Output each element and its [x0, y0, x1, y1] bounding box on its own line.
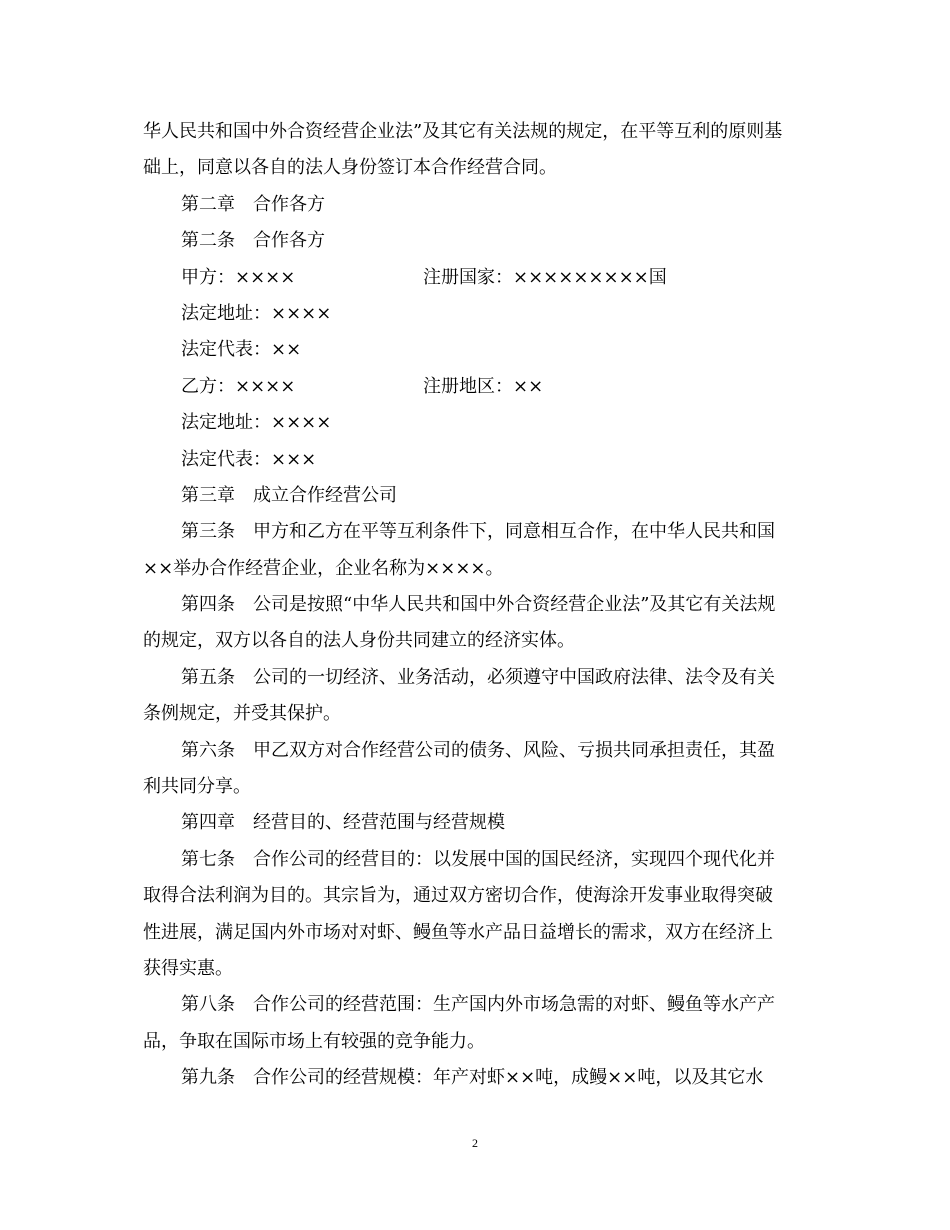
article-number: 第七条: [181, 848, 235, 870]
chapter-number: 第三章: [181, 484, 235, 506]
party-a-representative: 法定代表：××: [181, 339, 302, 361]
article-line: [143, 514, 808, 550]
party-a-line: [143, 260, 808, 296]
article-line: [143, 842, 808, 878]
chapter-number: 第二章: [181, 193, 235, 215]
body-line: 利共同分享。: [143, 776, 251, 798]
party-b-address: 法定地址：××××: [181, 412, 332, 434]
body-line: 品，争取在国际市场上有较强的竞争能力。: [143, 1030, 485, 1052]
article-text: 合作各方: [253, 230, 325, 252]
body-line: 取得合法利润为目的。其宗旨为，通过双方密切合作，使海涂开发事业取得突破: [143, 885, 773, 907]
article-text: 甲方和乙方在平等互利条件下，同意相互合作，在中华人民共和国: [253, 521, 775, 543]
chapter-heading: [143, 187, 808, 223]
body-line: 础上，同意以各自的法人身份签订本合作经营合同。: [143, 157, 557, 179]
article-text: 公司的一切经济、业务活动，必须遵守中国政府法律、法令及有关: [253, 666, 775, 688]
article-line: [143, 1060, 808, 1096]
article-line: [143, 587, 808, 623]
article-number: 第六条: [181, 739, 235, 761]
party-b-name: 乙方：××××: [181, 375, 296, 397]
chapter-heading: [143, 805, 808, 841]
chapter-number: 第四章: [181, 812, 235, 834]
article-number: 第九条: [181, 1067, 235, 1089]
article-number: 第八条: [181, 994, 235, 1016]
article-number: 第四条: [181, 594, 235, 616]
chapter-title: 经营目的、经营范围与经营规模: [253, 812, 505, 834]
party-a-address: 法定地址：××××: [181, 302, 332, 324]
page-number: 2: [472, 1136, 478, 1150]
body-line: 华人民共和国中外合资经营企业法”及其它有关法规的规定，在平等互利的原则基: [143, 121, 783, 142]
party-b-line: [143, 369, 808, 405]
body-line: 获得实惠。: [143, 957, 233, 979]
article-number: 第二条: [181, 230, 235, 252]
chapter-title: 成立合作经营公司: [253, 484, 397, 506]
party-b-region: 注册地区：××: [423, 375, 544, 397]
party-b-representative: 法定代表：×××: [181, 448, 317, 470]
body-line: 条例规定，并受其保护。: [143, 703, 341, 725]
body-line: ××举办合作经营企业，企业名称为××××。: [143, 557, 504, 579]
party-a-country: 注册国家：×××××××××国: [423, 266, 667, 288]
article-text: 公司是按照“中华人民共和国中外合资经营企业法”及其它有关法规: [253, 594, 776, 616]
chapter-heading: [143, 478, 808, 514]
party-a-name: 甲方：××××: [181, 266, 296, 288]
article-text: 合作公司的经营规模：年产对虾××吨，成鳗××吨，以及其它水: [253, 1067, 764, 1089]
article-number: 第五条: [181, 666, 235, 688]
article-line: [143, 733, 808, 769]
article-number: 第三条: [181, 521, 235, 543]
article-line: [143, 660, 808, 696]
article-heading: [143, 223, 808, 259]
chapter-title: 合作各方: [253, 193, 325, 215]
article-line: [143, 987, 808, 1023]
article-text: 合作公司的经营目的：以发展中国的国民经济，实现四个现代化并: [253, 848, 775, 870]
article-text: 合作公司的经营范围：生产国内外市场急需的对虾、鳗鱼等水产产: [253, 994, 775, 1016]
article-text: 甲乙双方对合作经营公司的债务、风险、亏损共同承担责任，其盈: [253, 739, 775, 761]
document-body: [143, 114, 808, 1097]
body-line: 性进展，满足国内外市场对对虾、鳗鱼等水产品日益增长的需求，双方在经济上: [143, 921, 773, 943]
body-line: 的规定，双方以各自的法人身份共同建立的经济实体。: [143, 630, 575, 652]
